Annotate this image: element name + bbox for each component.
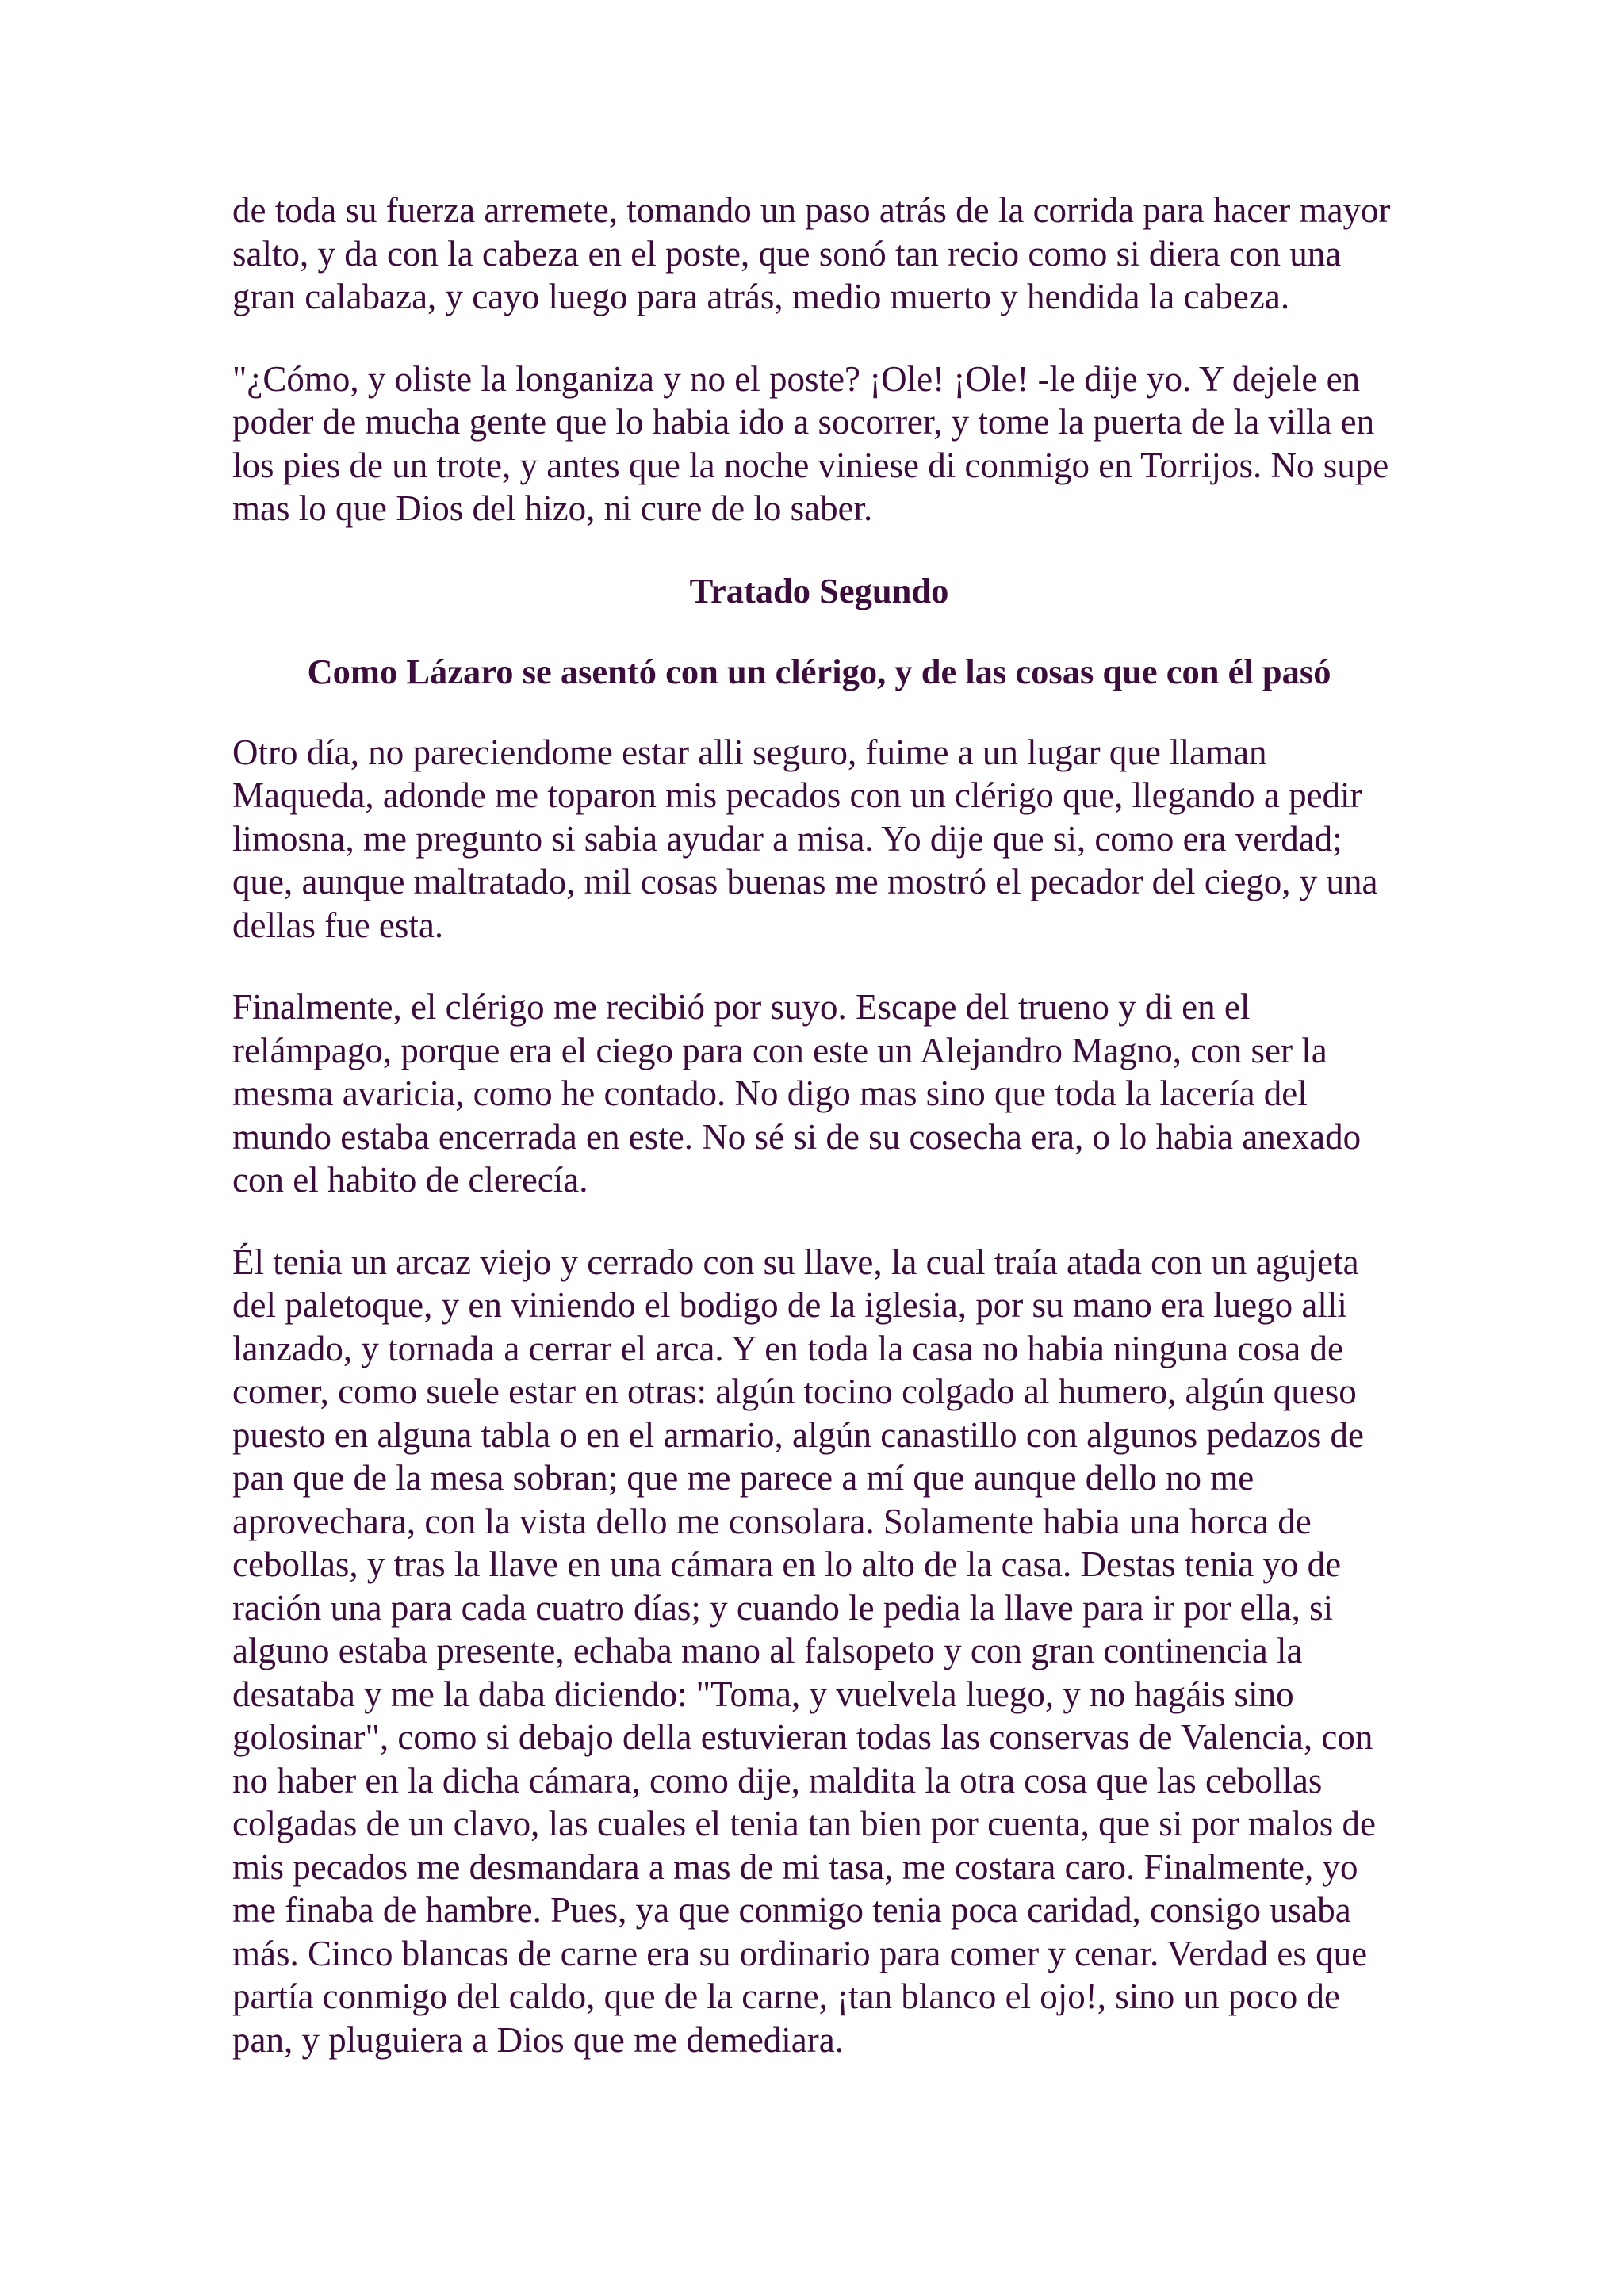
chapter-subtitle: Como Lázaro se asentó con un clérigo, y de las cosas que con él pasó	[307, 651, 1331, 691]
document-body	[232, 189, 1406, 2100]
paragraph-4: Finalmente, el clérigo me recibió por suyo. Escape del trueno y di en el relámpago, porque era el ciego para con este un Alejandro Magno, con ser la mesma avaricia, como he contado. No digo mas sino que toda la lacería del mundo estaba encerrada en este. No sé si de su cosecha era, o lo habia anexado con el habito de clerecía.	[232, 987, 1362, 1200]
chapter-title: Tratado Segundo	[689, 570, 949, 610]
paragraph-1: de toda su fuerza arremete, tomando un paso atrás de la corrida para hacer mayor salto, y da con la cabeza en el poste, que sonó tan recio como si diera con una gran calabaza, y cayo luego para atrás, medio muerto y hendida la cabeza.	[232, 190, 1391, 316]
paragraph-3: Otro día, no pareciendome estar alli seguro, fuime a un lugar que llaman Maqueda, adonde me toparon mis pecados con un clérigo que, llegando a pedir limosna, me pregunto si sabia ayudar a misa. Yo dije que si, como era verdad; que, aunque maltratado, mil cosas buenas me mostró el pecador del ciego, y una dellas fue esta.	[232, 732, 1378, 945]
paragraph-2: "¿Cómo, y oliste la longaniza y no el poste? ¡Ole! ¡Ole! -le dije yo. Y dejele en poder de mucha gente que lo habia ido a socorrer, y tome la puerta de la villa en los pies de un trote, y antes que la noche viniese di conmigo en Torrijos. No supe mas lo que Dios del hizo, ni cure de lo saber.	[232, 358, 1389, 528]
paragraph-5: Él tenia un arcaz viejo y cerrado con su llave, la cual traía atada con un agujeta del paletoque, y en viniendo el bodigo de la iglesia, por su mano era luego alli lanzado, y tornada a cerrar el arca. Y en toda la casa no habia ninguna cosa de comer, como suele estar en otras: algún tocino colgado al humero, algún queso puesto en alguna tabla o en el armario, algún canastillo con algunos pedazos de pan que de la mesa sobran; que me parece a mí que aunque dello no me aprovechara, con la vista dello me consolara. Solamente habia una horca de cebollas, y tras la llave en una cámara en lo alto de la casa. Destas tenia yo de ración una para cada cuatro días; y cuando le pedia la llave para ir por ella, si alguno estaba presente, echaba mano al falsopeto y con gran continencia la desataba y me la daba diciendo: "Toma, y vuelvela luego, y no hagáis sino golosinar", como si debajo della estuvieran todas las conservas de Valencia, con no haber en la dicha cámara, como dije, maldita la otra cosa que las cebollas colgadas de un clavo, las cuales el tenia tan bien por cuenta, que si por malos de mis pecados me desmandara a mas de mi tasa, me costara caro. Finalmente, yo me finaba de hambre. Pues, ya que conmigo tenia poca caridad, consigo usaba más. Cinco blancas de carne era su ordinario para comer y cenar. Verdad es que partía conmigo del caldo, que de la carne, ¡tan blanco el ojo!, sino un poco de pan, y pluguiera a Dios que me demediara.	[232, 1242, 1376, 2060]
